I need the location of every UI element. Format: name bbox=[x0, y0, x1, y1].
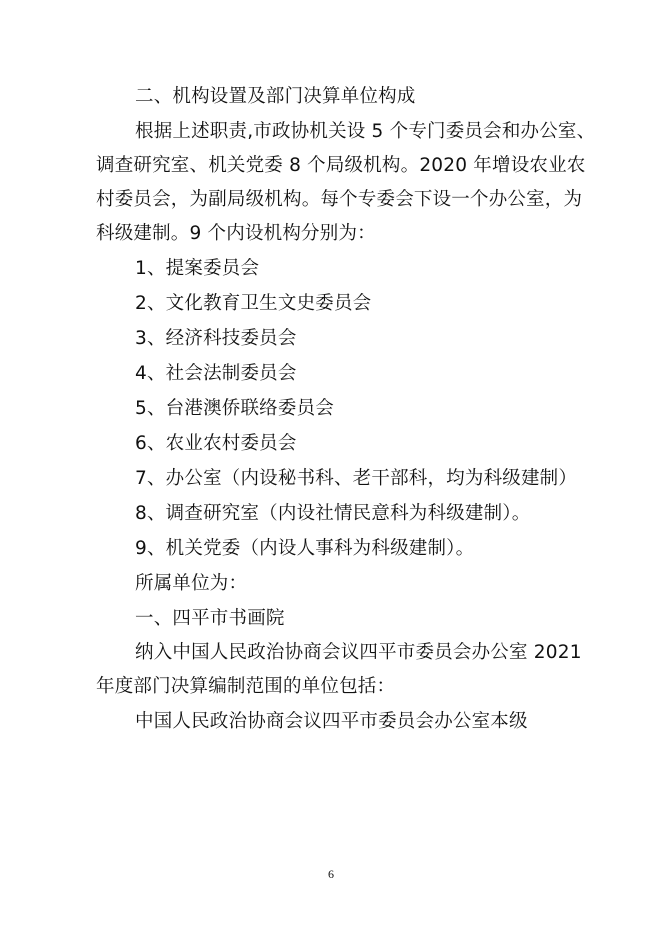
institution-item: 7、办公室（内设秘书科、老干部科，均为科级建制） bbox=[135, 468, 578, 489]
institution-item: 5、台港澳侨联络委员会 bbox=[135, 398, 334, 419]
affiliated-label: 所属单位为： bbox=[135, 573, 248, 594]
scope-line: 年度部门决算编制范围的单位包括： bbox=[96, 676, 396, 697]
intro-line: 科级建制。9 个内设机构分别为： bbox=[96, 223, 376, 244]
institution-item: 4、社会法制委员会 bbox=[135, 363, 297, 384]
institution-item: 3、经济科技委员会 bbox=[135, 328, 297, 349]
institution-item: 1、提案委员会 bbox=[135, 258, 260, 279]
intro-line: 村委员会，为副局级机构。每个专委会下设一个办公室，为 bbox=[96, 189, 583, 210]
page-number: 6 bbox=[328, 867, 334, 881]
institution-item: 9、机关党委（内设人事科为科级建制）。 bbox=[135, 538, 475, 559]
intro-line: 调查研究室、机关党委 8 个局级机构。2020 年增设农业农 bbox=[96, 155, 586, 176]
section-heading: 二、机构设置及部门决算单位构成 bbox=[135, 86, 416, 107]
institution-item: 6、农业农村委员会 bbox=[135, 433, 297, 454]
scope-line: 纳入中国人民政治协商会议四平市委员会办公室 2021 bbox=[135, 642, 582, 663]
affiliated-unit: 一、四平市书画院 bbox=[135, 608, 285, 629]
institution-item: 8、调查研究室（内设社情民意科为科级建制）。 bbox=[135, 503, 531, 524]
intro-line: 根据上述职责,市政协机关设 5 个专门委员会和办公室、 bbox=[135, 121, 596, 142]
institution-item: 2、文化教育卫生文史委员会 bbox=[135, 293, 372, 314]
scope-unit: 中国人民政治协商会议四平市委员会办公室本级 bbox=[135, 711, 528, 732]
